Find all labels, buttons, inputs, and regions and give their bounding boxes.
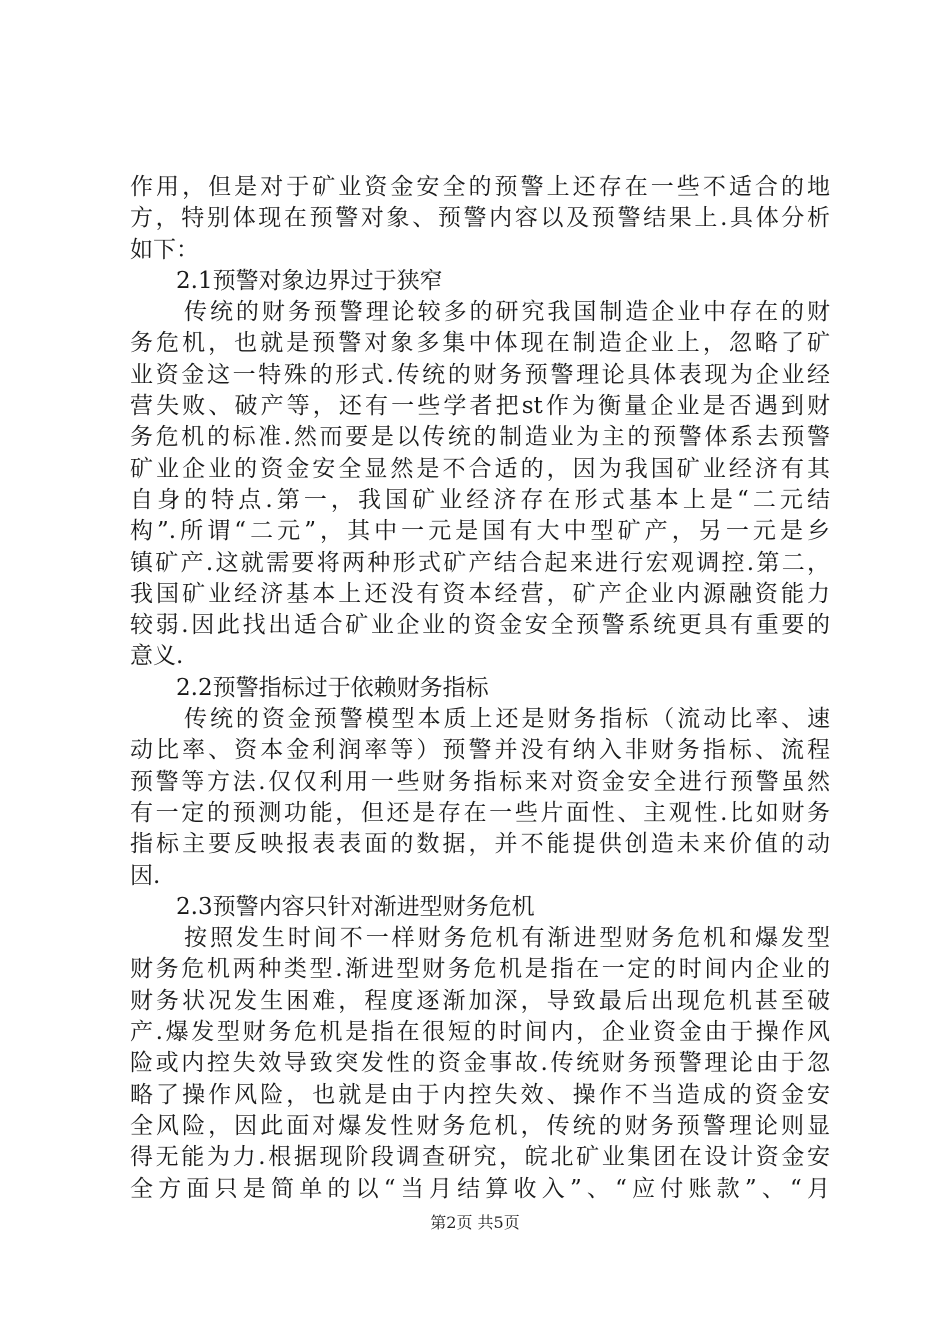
paragraph-line: 得无能为力.根据现阶段调查研究，皖北矿业集团在设计资金安 — [130, 1144, 830, 1171]
paragraph-line: 指标主要反映报表表面的数据，并不能提供创造未来价值的动 — [130, 831, 830, 858]
paragraph-line: 较弱.因此找出适合矿业企业的资金安全预警系统更具有重要的 — [130, 612, 830, 639]
paragraph-line: 务危机，也就是预警对象多集中体现在制造企业上，忽略了矿 — [130, 330, 830, 357]
section-heading: 2.2预警指标过于依赖财务指标 — [176, 674, 489, 701]
paragraph-line: 镇矿产.这就需要将两种形式矿产结合起来进行宏观调控.第二， — [130, 549, 830, 576]
paragraph-line: 矿业企业的资金安全显然是不合适的，因为我国矿业经济有其 — [130, 455, 830, 482]
document-body — [130, 172, 830, 1205]
paragraph-line: 务危机的标准.然而要是以传统的制造业为主的预警体系去预警 — [130, 424, 830, 451]
paragraph-line: 全方面只是简单的以“当月结算收入”、“应付账款”、“月 — [130, 1175, 830, 1202]
paragraph-line: 作用，但是对于矿业资金安全的预警上还存在一些不适合的地 — [130, 174, 830, 200]
paragraph-line: 业资金这一特殊的形式.传统的财务预警理论具体表现为企业经 — [130, 361, 830, 388]
paragraph-line: 方，特别体现在预警对象、预警内容以及预警结果上.具体分析 — [130, 205, 830, 232]
paragraph-line: 营失败、破产等，还有一些学者把st作为衡量企业是否遇到财 — [130, 393, 830, 420]
paragraph-line: 有一定的预测功能，但还是存在一些片面性、主观性.比如财务 — [130, 799, 830, 826]
paragraph-line: 财务状况发生困难，程度逐渐加深，导致最后出现危机甚至破 — [130, 987, 830, 1014]
paragraph-line: 产.爆发型财务危机是指在很短的时间内，企业资金由于操作风 — [130, 1019, 830, 1046]
section-heading: 2.3预警内容只针对渐进型财务危机 — [176, 893, 535, 920]
paragraph-line: 全风险，因此面对爆发性财务危机，传统的财务预警理论则显 — [130, 1112, 830, 1139]
paragraph-line: 略了操作风险，也就是由于内控失效、操作不当造成的资金安 — [130, 1081, 830, 1108]
page-number-label: 第2页 共5页 — [430, 1213, 520, 1232]
paragraph-line: 财务危机两种类型.渐进型财务危机是指在一定的时间内企业的 — [130, 956, 830, 983]
paragraph-first-line: 按照发生时间不一样财务危机有渐进型财务危机和爆发型 — [184, 925, 830, 952]
paragraph-line: 构”.所谓“二元”，其中一元是国有大中型矿产，另一元是乡 — [130, 518, 830, 545]
paragraph-first-line: 传统的资金预警模型本质上还是财务指标（流动比率、速 — [184, 706, 830, 733]
paragraph-line: 如下： — [130, 236, 199, 263]
paragraph-line: 预警等方法.仅仅利用一些财务指标来对资金安全进行预警虽然 — [130, 768, 830, 795]
paragraph-line: 意义. — [130, 643, 184, 670]
page-footer — [0, 1213, 950, 1233]
paragraph-first-line: 传统的财务预警理论较多的研究我国制造企业中存在的财 — [184, 299, 830, 326]
section-heading: 2.1预警对象边界过于狭窄 — [176, 267, 443, 294]
paragraph-line: 动比率、资本金利润率等）预警并没有纳入非财务指标、流程 — [130, 737, 830, 764]
paragraph-line: 自身的特点.第一，我国矿业经济存在形式基本上是“二元结 — [130, 486, 830, 513]
paragraph-line: 我国矿业经济基本上还没有资本经营，矿产企业内源融资能力 — [130, 580, 830, 607]
paragraph-line: 险或内控失效导致突发性的资金事故.传统财务预警理论由于忽 — [130, 1050, 830, 1077]
paragraph-line: 因. — [130, 862, 161, 889]
